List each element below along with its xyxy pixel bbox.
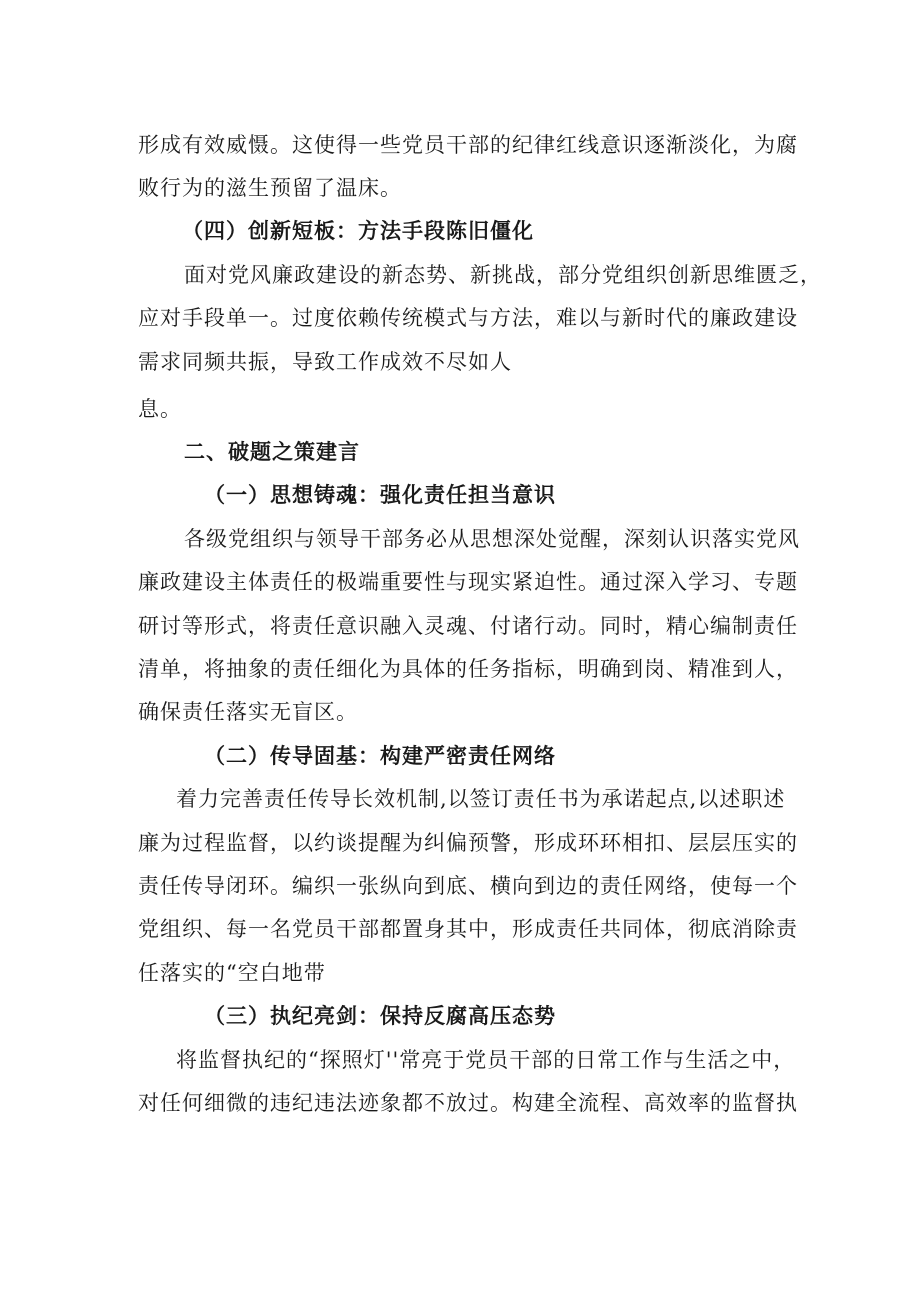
section-heading: （二）传导固基：构建严密责任网络 <box>204 743 556 768</box>
body-text-line: 面对党风廉政建设的新态势、新挑战，部分党组织创新思维匮乏， <box>184 263 822 287</box>
body-text-line: 任落实的“空白地带 <box>138 961 326 985</box>
body-text-line: 将监督执纪的“探照灯''常亮于党员干部的日常工作与生活之中， <box>176 1048 796 1072</box>
body-text-line: 需求同频共振，导致工作成效不尽如人 <box>138 350 512 374</box>
body-text-line: 败行为的滋生预留了温床。 <box>138 176 402 200</box>
body-text-line: 确保责任落实无盲区。 <box>138 700 358 724</box>
body-text-line: 责任传导闭环。编织一张纵向到底、横向到边的责任网络，使每一个 <box>138 874 798 898</box>
chapter-heading: 二、破题之策建言 <box>184 439 360 464</box>
section-heading: （三）执纪亮剑：保持反腐高压态势 <box>204 1003 556 1028</box>
body-text-line: 廉政建设主体责任的极端重要性与现实紧迫性。通过深入学习、专题 <box>138 570 798 594</box>
body-text-line: 形成有效威慑。这使得一些党员干部的纪律红线意识逐渐淡化，为腐 <box>138 133 798 157</box>
body-text-line: 党组织、每一名党员干部都置身其中，形成责任共同体，彻底消除责 <box>138 917 798 941</box>
section-heading: （一）思想铸魂：强化责任担当意识 <box>204 482 556 507</box>
body-text-line: 对任何细微的违纪违法迹象都不放过。构建全流程、高效率的监督执 <box>138 1091 798 1115</box>
body-text-line: 各级党组织与领导干部务必从思想深处觉醒，深刻认识落实党风 <box>184 527 800 551</box>
body-text-line: 廉为过程监督，以约谈提醒为纠偏预警，形成环环相扣、层层压实的 <box>138 831 798 855</box>
body-text-line: 清单，将抽象的责任细化为具体的任务指标，明确到岗、精准到人， <box>138 657 798 681</box>
body-text-line: 应对手段单一。过度依赖传统模式与方法，难以与新时代的廉政建设 <box>138 306 798 330</box>
body-text-line: 着力完善责任传导长效机制,以签订责任书为承诺起点,以述职述 <box>176 787 786 811</box>
section-heading: （四）创新短板：方法手段陈旧僵化 <box>182 218 534 243</box>
body-text-line: 研讨等形式，将责任意识融入灵魂、付诸行动。同时，精心编制责任 <box>138 614 798 638</box>
body-text-line: 息。 <box>138 397 182 421</box>
